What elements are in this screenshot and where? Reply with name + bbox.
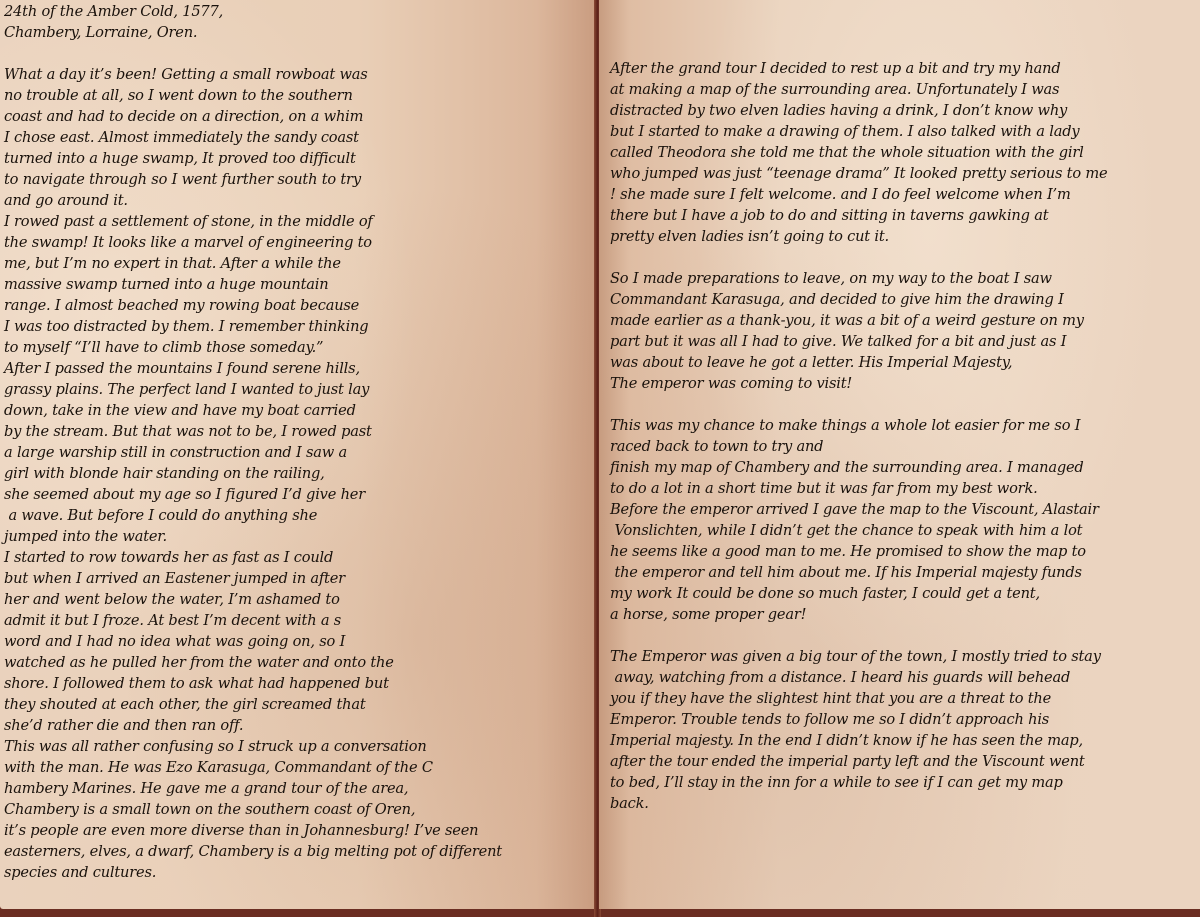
text-line: distracted by two elven ladies having a drink, I don’t know why xyxy=(610,102,1068,119)
text-line: and go around it. xyxy=(4,192,128,209)
text-line: but I started to make a drawing of them. I also talked with a lady xyxy=(610,123,1080,140)
text-line: she seemed about my age so I figured I’d give her xyxy=(4,486,366,503)
text-line: a large warship still in construction and I saw a xyxy=(4,444,348,461)
text-line: jumped into the water. xyxy=(4,528,167,545)
text-line: The emperor was coming to visit! xyxy=(610,375,853,392)
text-line: turned into a huge swamp, It proved too difficult xyxy=(4,150,356,167)
text-line: 24th of the Amber Cold, 1577, xyxy=(4,3,224,20)
left-page xyxy=(0,0,596,909)
text-line: This was my chance to make things a whole lot easier for me so I xyxy=(610,417,1081,434)
text-line: raced back to town to try and xyxy=(610,438,824,455)
text-line: it’s people are even more diverse than in Johannesburg! I’ve seen xyxy=(4,822,479,839)
text-line: I was too distracted by them. I remember thinking xyxy=(4,318,369,335)
text-line: down, take in the view and have my boat carried xyxy=(4,402,356,419)
text-line: easterners, elves, a dwarf, Chambery is a big melting pot of different xyxy=(4,843,502,860)
text-line: me, but I’m no expert in that. After a while the xyxy=(4,255,341,272)
text-line: So I made preparations to leave, on my way to the boat I saw xyxy=(610,270,1052,287)
text-line: after the tour ended the imperial party left and the Viscount went xyxy=(610,753,1085,770)
text-line: Before the emperor arrived I gave the map to the Viscount, Alastair xyxy=(610,501,1099,518)
text-line: range. I almost beached my rowing boat because xyxy=(4,297,360,314)
text-line: he seems like a good man to me. He promised to show the map to xyxy=(610,543,1086,560)
text-line: After I passed the mountains I found serene hills, xyxy=(4,360,360,377)
text-line: her and went below the water, I’m ashamed to xyxy=(4,591,340,608)
text-line: pretty elven ladies isn’t going to cut it. xyxy=(610,228,889,245)
text-line: by the stream. But that was not to be, I rowed past xyxy=(4,423,372,440)
text-line: made earlier as a thank-you, it was a bit of a weird gesture on my xyxy=(610,312,1084,329)
text-line: hambery Marines. He gave me a grand tour of the area, xyxy=(4,780,409,797)
text-line: shore. I followed them to ask what had happened but xyxy=(4,675,389,692)
text-line: with the man. He was Ezo Karasuga, Commandant of the C xyxy=(4,759,433,776)
text-line: grassy plains. The perfect land I wanted to just lay xyxy=(4,381,370,398)
text-line: a wave. But before I could do anything she xyxy=(4,507,318,524)
text-line: called Theodora she told me that the whole situation with the girl xyxy=(610,144,1084,161)
text-line: but when I arrived an Eastener jumped in after xyxy=(4,570,345,587)
text-line: I rowed past a settlement of stone, in the middle of xyxy=(4,213,373,230)
text-line: watched as he pulled her from the water and onto the xyxy=(4,654,394,671)
text-line: I chose east. Almost immediately the sandy coast xyxy=(4,129,359,146)
text-line: to bed, I’ll stay in the inn for a while to see if I can get my map xyxy=(610,774,1063,791)
text-line: After the grand tour I decided to rest up a bit and try my hand xyxy=(610,60,1061,77)
text-line: they shouted at each other, the girl screamed that xyxy=(4,696,366,713)
text-line: part but it was all I had to give. We talked for a bit and just as I xyxy=(610,333,1067,350)
text-line: girl with blonde hair standing on the railing, xyxy=(4,465,325,482)
text-line: What a day it’s been! Getting a small rowboat was xyxy=(4,66,368,83)
text-line: my work It could be done so much faster, I could get a tent, xyxy=(610,585,1040,602)
text-line: ! she made sure I felt welcome. and I do feel welcome when I’m xyxy=(610,186,1071,203)
text-line: Emperor. Trouble tends to follow me so I didn’t approach his xyxy=(610,711,1050,728)
text-line: the swamp! It looks like a marvel of engineering to xyxy=(4,234,372,251)
text-line: species and cultures. xyxy=(4,864,157,881)
text-line: there but I have a job to do and sitting in taverns gawking at xyxy=(610,207,1049,224)
text-line: to myself “I’ll have to climb those someday.” xyxy=(4,339,324,356)
text-line: This was all rather confusing so I struck up a conversation xyxy=(4,738,427,755)
text-line: Chambery is a small town on the southern coast of Oren, xyxy=(4,801,416,818)
right-page xyxy=(599,0,1200,909)
text-line: no trouble at all, so I went down to the southern xyxy=(4,87,353,104)
text-line: The Emperor was given a big tour of the town, I mostly tried to stay xyxy=(610,648,1101,665)
text-line: back. xyxy=(610,795,649,812)
text-line: finish my map of Chambery and the surrounding area. I managed xyxy=(610,459,1084,476)
text-line: Imperial majesty. In the end I didn’t know if he has seen the map, xyxy=(610,732,1083,749)
text-line: word and I had no idea what was going on, so I xyxy=(4,633,346,650)
text-line: away, watching from a distance. I heard his guards will behead xyxy=(610,669,1071,686)
text-line: was about to leave he got a letter. His Imperial Majesty, xyxy=(610,354,1013,371)
text-line: admit it but I froze. At best I’m decent with a s xyxy=(4,612,342,629)
text-line: a horse, some proper gear! xyxy=(610,606,807,623)
text-line: I started to row towards her as fast as I could xyxy=(4,549,334,566)
text-line: coast and had to decide on a direction, on a whim xyxy=(4,108,364,125)
text-line: to navigate through so I went further south to try xyxy=(4,171,361,188)
text-line: to do a lot in a short time but it was far from my best work. xyxy=(610,480,1038,497)
text-line: massive swamp turned into a huge mountain xyxy=(4,276,329,293)
text-line: Commandant Karasuga, and decided to give him the drawing I xyxy=(610,291,1064,308)
text-line: you if they have the slightest hint that you are a threat to the xyxy=(610,690,1052,707)
text-line: she’d rather die and then ran off. xyxy=(4,717,244,734)
text-line: who jumped was just “teenage drama” It looked pretty serious to me xyxy=(610,165,1108,182)
text-line: Chambery, Lorraine, Oren. xyxy=(4,24,198,41)
text-line: the emperor and tell him about me. If his Imperial majesty funds xyxy=(610,564,1082,581)
text-line: at making a map of the surrounding area. Unfortunately I was xyxy=(610,81,1060,98)
text-line: Vonslichten, while I didn’t get the chance to speak with him a lot xyxy=(610,522,1083,539)
